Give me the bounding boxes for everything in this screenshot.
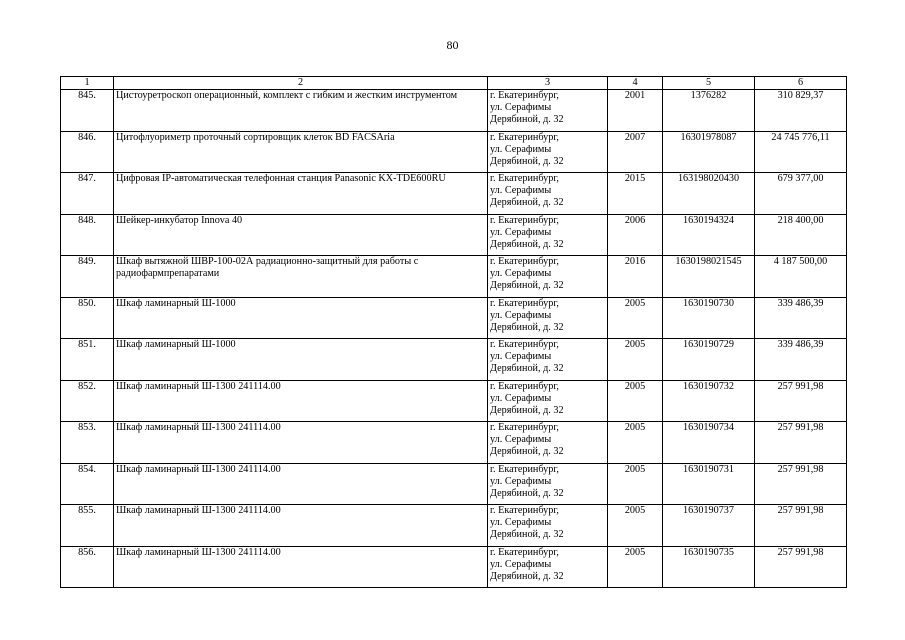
item-year: 2005 [608, 297, 663, 339]
table-row [61, 131, 847, 173]
item-inventory-number: 1630194324 [663, 214, 755, 256]
table-row [61, 463, 847, 505]
table-row [61, 422, 847, 464]
row-number: 851. [61, 339, 114, 381]
row-number: 850. [61, 297, 114, 339]
item-inventory-number: 1630190731 [663, 463, 755, 505]
item-address: г. Екатеринбург, ул. Серафимы Дерябиной, д. 32 [488, 380, 608, 422]
item-year: 2005 [608, 546, 663, 588]
row-number: 854. [61, 463, 114, 505]
item-address: г. Екатеринбург, ул. Серафимы Дерябиной, д. 32 [488, 422, 608, 464]
item-year: 2005 [608, 380, 663, 422]
item-year: 2005 [608, 505, 663, 547]
page-number: 80 [446, 38, 459, 52]
item-name: Цитофлуориметр проточный сортировщик клеток BD FACSAria [114, 131, 488, 173]
table-row [61, 505, 847, 547]
row-number: 853. [61, 422, 114, 464]
column-header-6: 6 [755, 77, 847, 90]
item-name: Шкаф ламинарный Ш-1300 241114.00 [114, 463, 488, 505]
row-number: 849. [61, 256, 114, 298]
table-row [61, 297, 847, 339]
property-registry-table [60, 76, 847, 588]
item-name: Цифровая IP-автоматическая телефонная станция Panasonic KX-TDE600RU [114, 173, 488, 215]
item-cost: 339 486,39 [755, 297, 847, 339]
item-year: 2016 [608, 256, 663, 298]
item-inventory-number: 1630190730 [663, 297, 755, 339]
item-inventory-number: 163198020430 [663, 173, 755, 215]
item-name: Шкаф ламинарный Ш-1300 241114.00 [114, 546, 488, 588]
item-name: Шейкер-инкубатор Innova 40 [114, 214, 488, 256]
item-cost: 257 991,98 [755, 463, 847, 505]
item-year: 2007 [608, 131, 663, 173]
column-header-2: 2 [114, 77, 488, 90]
item-address: г. Екатеринбург, ул. Серафимы Дерябиной, д. 32 [488, 339, 608, 381]
item-address: г. Екатеринбург, ул. Серафимы Дерябиной, д. 32 [488, 297, 608, 339]
item-inventory-number: 1630198021545 [663, 256, 755, 298]
table-row [61, 90, 847, 132]
item-year: 2015 [608, 173, 663, 215]
column-header-3: 3 [488, 77, 608, 90]
item-cost: 257 991,98 [755, 422, 847, 464]
item-inventory-number: 1376282 [663, 90, 755, 132]
item-cost: 24 745 776,11 [755, 131, 847, 173]
column-header-1: 1 [61, 77, 114, 90]
item-name: Шкаф вытяжной ШВР-100-02А радиационно-защитный для работы с радиофармпрепаратами [114, 256, 488, 298]
row-number: 856. [61, 546, 114, 588]
item-name: Цистоуретроскоп операционный, комплект с гибким и жестким инструментом [114, 90, 488, 132]
item-year: 2005 [608, 422, 663, 464]
item-address: г. Екатеринбург, ул. Серафимы Дерябиной, д. 32 [488, 214, 608, 256]
table-row [61, 214, 847, 256]
table-row [61, 546, 847, 588]
row-number: 845. [61, 90, 114, 132]
column-header-4: 4 [608, 77, 663, 90]
item-cost: 339 486,39 [755, 339, 847, 381]
item-address: г. Екатеринбург, ул. Серафимы Дерябиной, д. 32 [488, 256, 608, 298]
item-cost: 257 991,98 [755, 505, 847, 547]
item-name: Шкаф ламинарный Ш-1300 241114.00 [114, 422, 488, 464]
row-number: 846. [61, 131, 114, 173]
item-year: 2001 [608, 90, 663, 132]
item-inventory-number: 1630190737 [663, 505, 755, 547]
item-inventory-number: 1630190732 [663, 380, 755, 422]
item-address: г. Екатеринбург, ул. Серафимы Дерябиной, д. 32 [488, 90, 608, 132]
item-cost: 218 400,00 [755, 214, 847, 256]
item-year: 2005 [608, 339, 663, 381]
item-inventory-number: 16301978087 [663, 131, 755, 173]
item-cost: 4 187 500,00 [755, 256, 847, 298]
item-name: Шкаф ламинарный Ш-1300 241114.00 [114, 505, 488, 547]
row-number: 855. [61, 505, 114, 547]
table-row [61, 339, 847, 381]
column-header-5: 5 [663, 77, 755, 90]
item-cost: 310 829,37 [755, 90, 847, 132]
item-address: г. Екатеринбург, ул. Серафимы Дерябиной, д. 32 [488, 546, 608, 588]
item-cost: 257 991,98 [755, 380, 847, 422]
item-name: Шкаф ламинарный Ш-1300 241114.00 [114, 380, 488, 422]
row-number: 847. [61, 173, 114, 215]
item-inventory-number: 1630190729 [663, 339, 755, 381]
item-name: Шкаф ламинарный Ш-1000 [114, 339, 488, 381]
item-year: 2006 [608, 214, 663, 256]
table-row [61, 380, 847, 422]
row-number: 852. [61, 380, 114, 422]
item-cost: 679 377,00 [755, 173, 847, 215]
item-address: г. Екатеринбург, ул. Серафимы Дерябиной, д. 32 [488, 505, 608, 547]
item-inventory-number: 1630190734 [663, 422, 755, 464]
column-number-row [61, 77, 847, 90]
item-name: Шкаф ламинарный Ш-1000 [114, 297, 488, 339]
row-number: 848. [61, 214, 114, 256]
table-row [61, 173, 847, 215]
item-address: г. Екатеринбург, ул. Серафимы Дерябиной, д. 32 [488, 131, 608, 173]
item-cost: 257 991,98 [755, 546, 847, 588]
item-address: г. Екатеринбург, ул. Серафимы Дерябиной, д. 32 [488, 173, 608, 215]
item-inventory-number: 1630190735 [663, 546, 755, 588]
item-year: 2005 [608, 463, 663, 505]
item-address: г. Екатеринбург, ул. Серафимы Дерябиной, д. 32 [488, 463, 608, 505]
table-row [61, 256, 847, 298]
